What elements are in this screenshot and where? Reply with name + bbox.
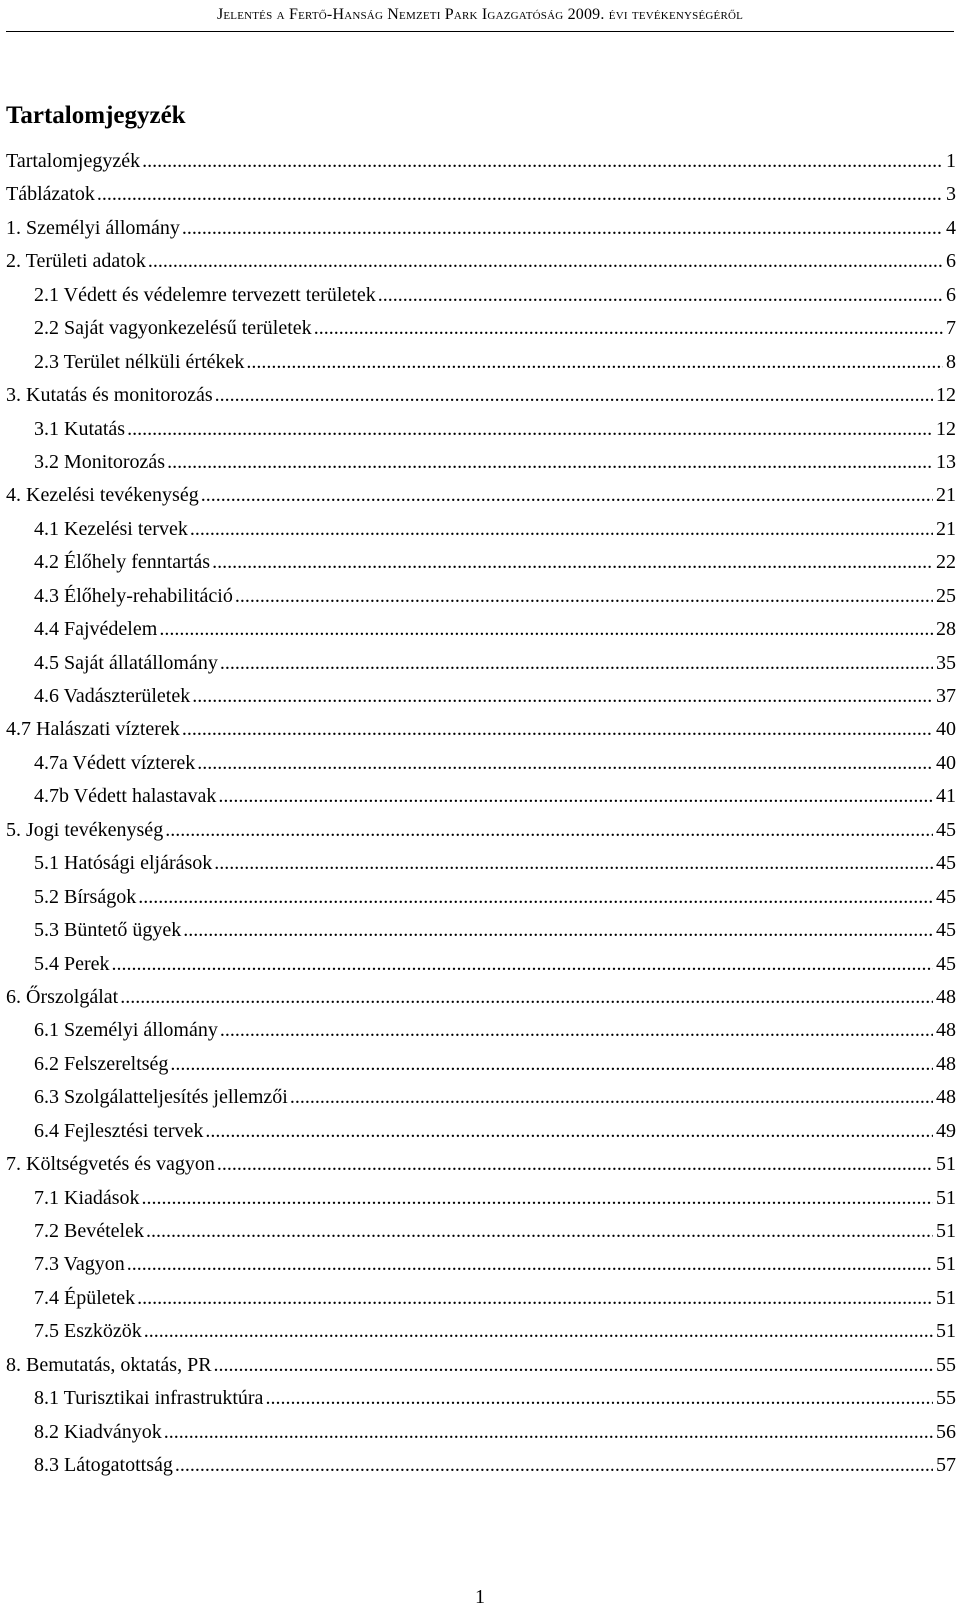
toc-entry-page: 35 xyxy=(936,651,956,674)
toc-entry[interactable] xyxy=(6,550,956,583)
toc-dot-leader xyxy=(163,818,933,842)
toc-dot-leader xyxy=(263,1386,933,1410)
toc-entry-page: 28 xyxy=(936,618,956,641)
toc-entry-page: 51 xyxy=(936,1320,956,1343)
toc-entry-page: 48 xyxy=(936,1019,956,1042)
toc-entry-label: 2.3 Terület nélküli értékek xyxy=(34,350,245,373)
toc-entry[interactable] xyxy=(6,617,956,650)
toc-entry[interactable] xyxy=(6,918,956,951)
toc-entry[interactable] xyxy=(6,885,956,918)
toc-dot-leader xyxy=(95,182,943,206)
toc-entry[interactable] xyxy=(6,1085,956,1118)
toc-dot-leader xyxy=(199,483,933,507)
toc-entry-label: 5.3 Büntető ügyek xyxy=(34,919,182,942)
toc-dot-leader xyxy=(165,450,933,474)
toc-entry[interactable] xyxy=(6,1386,956,1419)
toc-entry-label: Táblázatok xyxy=(6,183,95,206)
toc-entry-page: 51 xyxy=(936,1220,956,1242)
toc-dot-leader xyxy=(216,784,933,808)
toc-dot-leader xyxy=(312,316,943,340)
toc-entry-page: 6 xyxy=(946,250,956,273)
toc-entry-page: 22 xyxy=(936,551,956,574)
toc-entry[interactable] xyxy=(6,450,956,483)
toc-entry-label: 7. Költségvetés és vagyon xyxy=(6,1153,215,1176)
toc-entry[interactable] xyxy=(6,1219,956,1252)
toc-entry-label: 5. Jogi tevékenység xyxy=(6,818,164,841)
toc-entry-label: 8.3 Látogatottság xyxy=(34,1454,173,1477)
toc-entry-page: 51 xyxy=(936,1253,956,1276)
toc-entry-label: 4.7 Halászati vízterek xyxy=(6,718,180,741)
toc-dot-leader xyxy=(210,550,933,574)
toc-entry-label: 7.2 Bevételek xyxy=(34,1220,144,1242)
toc-entry-label: 6.1 Személyi állomány xyxy=(34,1019,218,1042)
toc-dot-leader xyxy=(188,517,933,541)
toc-entry-page: 40 xyxy=(936,751,956,774)
toc-entry-page: 8 xyxy=(946,350,956,373)
toc-dot-leader xyxy=(218,651,933,675)
toc-dot-leader xyxy=(233,584,933,608)
toc-dot-leader xyxy=(181,918,933,942)
toc-entry-page: 13 xyxy=(936,450,956,473)
toc-entry-label: 4.7b Védett halastavak xyxy=(34,785,217,808)
toc-dot-leader xyxy=(168,1052,933,1076)
toc-entry-page: 25 xyxy=(936,584,956,607)
toc-entry-label: 4.4 Fajvédelem xyxy=(34,618,158,641)
toc-entry-page: 49 xyxy=(936,1119,956,1142)
toc-entry-page: 40 xyxy=(936,718,956,741)
toc-entry-label: 4.5 Saját állatállomány xyxy=(34,651,218,674)
toc-entry[interactable] xyxy=(6,985,956,1018)
toc-dot-leader xyxy=(125,1252,933,1276)
toc-entry[interactable] xyxy=(6,316,956,349)
toc-entry[interactable] xyxy=(6,1353,956,1386)
toc-entry-label: 4.7a Védett vízterek xyxy=(34,751,196,774)
toc-dot-leader xyxy=(218,1018,933,1042)
toc-entry[interactable] xyxy=(6,1453,956,1486)
toc-dot-leader xyxy=(135,1286,933,1310)
toc-entry[interactable] xyxy=(6,584,956,617)
toc-dot-leader xyxy=(376,283,943,307)
toc-entry[interactable] xyxy=(6,149,956,182)
toc-entry[interactable] xyxy=(6,1286,956,1319)
toc-entry-page: 51 xyxy=(936,1153,956,1176)
toc-entry-label: 4.2 Élőhely fenntartás xyxy=(34,551,211,574)
toc-entry-label: 4.6 Vadászterületek xyxy=(34,685,191,707)
toc-entry-page: 55 xyxy=(936,1353,956,1376)
toc-entry-page: 51 xyxy=(936,1186,956,1209)
toc-dot-leader xyxy=(180,216,943,240)
toc-entry-page: 6 xyxy=(946,283,956,306)
running-header: Jelentés a Fertő-Hanság Nemzeti Park Igazgatóság 2009. évi tevékenységéről xyxy=(216,6,744,23)
toc-entry-page: 55 xyxy=(936,1387,956,1410)
toc-entry[interactable] xyxy=(6,684,956,717)
toc-entry[interactable] xyxy=(6,651,956,684)
toc-entry[interactable] xyxy=(6,1420,956,1453)
toc-dot-leader xyxy=(213,383,933,407)
toc-entry[interactable] xyxy=(6,182,956,215)
toc-entry-label: 3.1 Kutatás xyxy=(34,417,126,440)
toc-entry-label: 8.2 Kiadványok xyxy=(34,1420,162,1443)
toc-entry-label: 7.3 Vagyon xyxy=(34,1253,125,1276)
toc-entry-page: 1 xyxy=(946,150,956,172)
toc-entry-label: 7.1 Kiadások xyxy=(34,1186,140,1209)
page-number: 1 xyxy=(475,1586,485,1608)
toc-entry-page: 7 xyxy=(946,317,956,340)
toc-entry[interactable] xyxy=(6,1052,956,1085)
toc-entry-page: 4 xyxy=(946,216,956,239)
toc-entry-page: 45 xyxy=(936,952,956,975)
toc-entry[interactable] xyxy=(6,952,956,985)
toc-dot-leader xyxy=(125,417,933,441)
toc-entry[interactable] xyxy=(6,818,956,851)
toc-dot-leader xyxy=(212,851,933,875)
toc-entry-page: 45 xyxy=(936,885,956,908)
toc-entry-page: 3 xyxy=(946,183,956,206)
toc-entry-page: 48 xyxy=(936,1052,956,1075)
toc-entry-label: 8.1 Turisztikai infrastruktúra xyxy=(34,1387,264,1410)
toc-title: Tartalomjegyzék xyxy=(6,102,186,129)
toc-entry[interactable] xyxy=(6,717,956,750)
toc-entry-label: 5.2 Bírságok xyxy=(34,885,137,908)
toc-list xyxy=(6,149,956,1487)
toc-entry-page: 48 xyxy=(936,985,956,1008)
toc-dot-leader xyxy=(173,1453,933,1477)
toc-dot-leader xyxy=(195,751,933,775)
toc-entry-label: 2.2 Saját vagyonkezelésű területek xyxy=(34,317,312,340)
toc-entry-label: 4.1 Kezelési tervek xyxy=(34,517,188,540)
toc-dot-leader xyxy=(212,1353,933,1377)
toc-dot-leader xyxy=(180,717,933,741)
toc-entry-page: 12 xyxy=(936,417,956,440)
toc-dot-leader xyxy=(288,1085,933,1109)
toc-entry-page: 51 xyxy=(936,1286,956,1309)
toc-entry[interactable] xyxy=(6,417,956,450)
toc-entry[interactable] xyxy=(6,851,956,884)
toc-entry-label: 8. Bemutatás, oktatás, PR xyxy=(6,1353,212,1376)
toc-dot-leader xyxy=(142,1319,933,1343)
toc-entry[interactable] xyxy=(6,249,956,282)
toc-entry[interactable] xyxy=(6,483,956,516)
toc-entry-label: 3. Kutatás és monitorozás xyxy=(6,384,213,407)
toc-entry-label: 7.4 Épületek xyxy=(34,1286,136,1309)
header-rule xyxy=(6,31,954,32)
toc-entry[interactable] xyxy=(6,1186,956,1219)
toc-entry-label: 4. Kezelési tevékenység xyxy=(6,484,199,507)
toc-entry[interactable] xyxy=(6,350,956,383)
toc-entry[interactable] xyxy=(6,1252,956,1285)
toc-dot-leader xyxy=(146,249,943,273)
toc-entry-page: 12 xyxy=(936,384,956,407)
toc-dot-leader xyxy=(190,684,933,708)
toc-entry-label: 1. Személyi állomány xyxy=(6,216,180,239)
toc-entry-label: 7.5 Eszközök xyxy=(34,1320,142,1343)
toc-dot-leader xyxy=(140,1186,933,1210)
toc-entry[interactable] xyxy=(6,216,956,249)
toc-entry-page: 56 xyxy=(936,1420,956,1443)
toc-entry-label: 5.1 Hatósági eljárások xyxy=(34,852,213,875)
toc-entry-label: 3.2 Monitorozás xyxy=(34,450,166,473)
toc-entry-label: Tartalomjegyzék xyxy=(6,150,141,172)
toc-entry-page: 48 xyxy=(936,1086,956,1109)
toc-entry[interactable] xyxy=(6,1018,956,1051)
toc-entry-page: 41 xyxy=(936,785,956,808)
toc-entry-label: 6. Őrszolgálat xyxy=(6,985,119,1008)
toc-entry[interactable] xyxy=(6,1319,956,1352)
toc-entry-label: 2.1 Védett és védelemre tervezett területek xyxy=(34,283,376,306)
toc-entry[interactable] xyxy=(6,1119,956,1152)
toc-dot-leader xyxy=(110,952,933,976)
toc-entry[interactable] xyxy=(6,517,956,550)
toc-dot-leader xyxy=(203,1119,933,1143)
toc-entry-label: 5.4 Perek xyxy=(34,952,110,975)
toc-entry[interactable] xyxy=(6,784,956,817)
toc-entry-page: 21 xyxy=(936,484,956,507)
toc-entry[interactable] xyxy=(6,283,956,316)
toc-entry-page: 57 xyxy=(936,1454,956,1477)
toc-entry[interactable] xyxy=(6,1152,956,1185)
toc-dot-leader xyxy=(157,617,933,641)
toc-entry-page: 45 xyxy=(936,852,956,875)
toc-entry-label: 6.4 Fejlesztési tervek xyxy=(34,1119,204,1142)
toc-entry[interactable] xyxy=(6,751,956,784)
toc-entry-page: 21 xyxy=(936,517,956,540)
toc-dot-leader xyxy=(215,1152,933,1176)
toc-entry-label: 4.3 Élőhely-rehabilitáció xyxy=(34,584,233,607)
toc-entry-page: 37 xyxy=(936,685,956,707)
toc-entry-label: 6.3 Szolgálatteljesítés jellemzői xyxy=(34,1086,288,1109)
toc-dot-leader xyxy=(144,1219,933,1243)
toc-dot-leader xyxy=(118,985,933,1009)
toc-entry-label: 2. Területi adatok xyxy=(6,250,146,273)
toc-entry[interactable] xyxy=(6,383,956,416)
toc-entry-page: 45 xyxy=(936,919,956,942)
toc-entry-page: 45 xyxy=(936,818,956,841)
toc-dot-leader xyxy=(140,149,943,173)
toc-dot-leader xyxy=(244,350,943,374)
toc-entry-label: 6.2 Felszereltség xyxy=(34,1052,169,1075)
toc-dot-leader xyxy=(162,1420,933,1444)
toc-dot-leader xyxy=(136,885,933,909)
